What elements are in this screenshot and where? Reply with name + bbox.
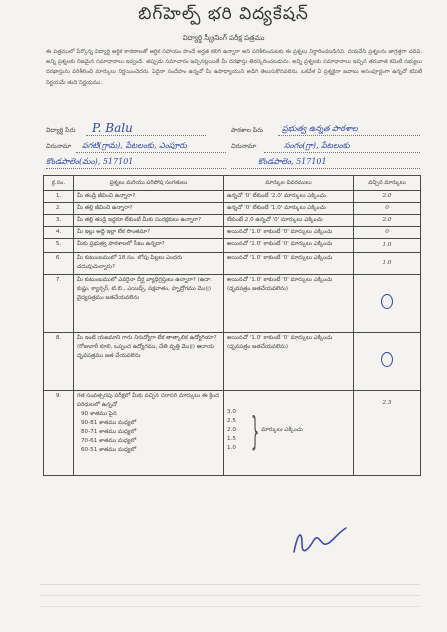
student-address-value-2: కొండపాలెం(మం), 517101 bbox=[46, 157, 134, 166]
band-item: 90 శాతము పైన bbox=[81, 411, 117, 417]
row-marks-rule bbox=[224, 391, 354, 476]
row-score: 0 bbox=[354, 203, 421, 215]
band-item: 70-61 శాతము మధ్యలో bbox=[81, 438, 137, 444]
row-question: మీ తండ్రి జీవించి ఉన్నారా? bbox=[74, 191, 224, 203]
row-question: మీ తల్లి తండ్రి ఇద్దరూ లేకుంటే మీకు సంరక్షకులు ఉన్నారా? bbox=[74, 215, 224, 227]
row-score bbox=[354, 275, 421, 333]
document-subtitle: విద్యార్థి స్క్రీనింగ్ పరీక్ష పత్రము bbox=[182, 34, 265, 42]
row-score: 2.0 bbox=[354, 215, 421, 227]
curly-brace-icon: } bbox=[250, 408, 260, 453]
row-question: మీ తల్లి జీవించి ఉన్నారా? bbox=[74, 203, 224, 215]
student-name-line bbox=[86, 135, 206, 136]
row-marks-rule: అయినచో '1.0' కాకుంటే '0' మార్కులు ఎక్కించు bbox=[224, 239, 354, 253]
band-point: 2.0 bbox=[227, 427, 236, 433]
table-row bbox=[44, 215, 421, 227]
school-name-value: ప్రభుత్వ ఉన్నత పాఠశాల bbox=[282, 124, 358, 133]
row-number: 8. bbox=[44, 333, 74, 391]
row-score: 1.0 bbox=[354, 239, 421, 253]
band-item: 90-81 శాతము మధ్యలో bbox=[81, 420, 137, 426]
row-number: 9. bbox=[44, 391, 74, 476]
table-row bbox=[44, 275, 421, 333]
row-number: 4. bbox=[44, 227, 74, 239]
school-address-line-1 bbox=[264, 152, 420, 153]
row-marks-rule: ఉన్నచో '0' లేకుంటే '1.0' మార్కులు ఎక్కించు bbox=[224, 203, 354, 215]
student-address-line-2 bbox=[46, 168, 226, 169]
header-marks-rule: మార్కుల వివరములు bbox=[224, 176, 354, 191]
row-number: 5. bbox=[44, 239, 74, 253]
row-number: 6. bbox=[44, 253, 74, 275]
table-header-row bbox=[44, 176, 421, 191]
school-address-value-2: కొండపాలెం, 517101 bbox=[258, 157, 327, 166]
school-address-label: చిరునామా bbox=[231, 143, 257, 150]
row-marks-rule: ఉన్నచో '0' లేకుంటే '2.0' మార్కులు ఎక్కించు bbox=[224, 191, 354, 203]
table-row bbox=[44, 203, 421, 215]
student-address-line-1 bbox=[76, 152, 226, 153]
row-score: 0 bbox=[354, 227, 421, 239]
signature-mark bbox=[290, 522, 350, 562]
row-number: 3. bbox=[44, 215, 74, 227]
band-points bbox=[227, 408, 249, 453]
school-name-line bbox=[278, 135, 420, 136]
band-point: 1.5 bbox=[227, 436, 236, 442]
row-question: మీ కుటుంబములో ఎవరైనా దీర్ఘ వ్యాధిగ్రస్తులు ఉన్నారా? (ఉదా: కుష్టు, క్యాన్సర్, టి.బి., ఎయిడ్స్, పక్షవాతం, హృద్రోగము మొ॥) వైద్యపత్రము జతచేయవలెను bbox=[74, 275, 224, 333]
row-marks-rule: అయినచో '1.0' కాకుంటే '0' మార్కులు ఎక్కించు (ధృవపత్రం జతచేయవలెను) bbox=[224, 333, 354, 391]
table-row bbox=[44, 191, 421, 203]
row-question-text: గత సంవత్సరపు పరీక్షలో మీకు వచ్చిన సరాసరి మార్కులు ఈ క్రింద పరిధులలో ఉన్నచో bbox=[77, 393, 220, 408]
row-number: 2. bbox=[44, 203, 74, 215]
school-name-label: పాఠశాల పేరు bbox=[231, 127, 264, 134]
band-item: 80-71 శాతము మధ్యలో bbox=[81, 429, 137, 435]
screening-table bbox=[43, 175, 421, 476]
row-question: మీకు ప్రభుత్వ పాఠశాలలో సీటు ఉన్నదా? bbox=[74, 239, 224, 253]
row-marks-rule-text: మార్కులు ఎక్కించు bbox=[261, 427, 303, 433]
row-marks-rule: అయినచో '1.0' కాకుంటే '0' మార్కులు ఎక్కించు (ధృవపత్రం జతచేయవలెను) bbox=[224, 275, 354, 333]
document-title: బిగ్‌హెల్ప్ భరి విద్యకేషన్ bbox=[138, 4, 309, 24]
header-serial: క్ర.సం. bbox=[44, 176, 74, 191]
row-question: మీ కుటుంబములో 18 సం. లోపు పిల్లలు ఎందరు చదువుచున్నారు? bbox=[74, 253, 224, 275]
student-name-label: విద్యార్థి పేరు bbox=[46, 127, 76, 134]
header-question: ప్రశ్నలు మరియు పరిపోష సంగతులు bbox=[74, 176, 224, 191]
score-circled-zero bbox=[381, 294, 393, 309]
school-address-line-2 bbox=[231, 168, 420, 169]
row-score: 2.0 bbox=[354, 191, 421, 203]
school-address-value-1: సంగం(గ్రా), పేటలంకు bbox=[284, 141, 350, 150]
row-score: 1.0 bbox=[354, 253, 421, 275]
instructions-paragraph: ఈ పత్రములో పేర్కొన్న విద్యార్థి ఆర్థిక కారణాలతో ఆర్థిక సహాయం పొందే అర్హత కలిగి ఉన్నారా అని పరిశీలించుటకు ఈ ప్రశ్నలు నిర్ధారించబడినవి. దయచేసి ప్రశ్నలను జాగ్రత్తగా చదివి, అన్ని ప్రశ్నలకు నిజమైన సమాధానాలు ఇవ్వండి. తప్పుడు సమాచారం ఇచ్చినట్లయితే మీ దరఖాస్తు తిరస్కరించబడును. అన్ని ప్రశ్నలకు సమాధానాలు ఇచ్చిన తరువాత కమిటీ సభ్యులు దరఖాస్తును పరిశీలించి మార్కులు నిర్ణయించెదరు. ఏదైనా సందేహం ఉన్నచో మీ ఉపాధ్యాయుని అడిగి తెలుసుకొనవలెను. ఒకవేళ ఏ ప్రశ్నకైనా జవాబు అసంపూర్ణంగా ఉన్నచో కమిటీ నిర్ణయమే తుది నిర్ణయము. bbox=[46, 49, 422, 86]
row-score bbox=[354, 333, 421, 391]
band-point: 1.0 bbox=[227, 445, 236, 451]
row-number: 1. bbox=[44, 191, 74, 203]
row-score: 2.5 bbox=[354, 391, 421, 476]
percent-bands bbox=[77, 410, 220, 455]
row-number: 7. bbox=[44, 275, 74, 333]
table-row bbox=[44, 333, 421, 391]
header-score: వచ్చిన మార్కులు bbox=[354, 176, 421, 191]
table-row bbox=[44, 253, 421, 275]
score-circled-zero bbox=[381, 352, 393, 367]
row-marks-rule: లేకుంటే 2.0 ఉన్నచో '0' మార్కులు ఎక్కించు bbox=[224, 215, 354, 227]
band-item: 60-51 శాతము మధ్యలో bbox=[81, 447, 137, 453]
student-address-label: చిరునామా bbox=[46, 143, 72, 150]
row-question bbox=[74, 391, 224, 476]
table-row bbox=[44, 239, 421, 253]
student-name-value: P. Balu bbox=[92, 121, 133, 135]
student-address-value-1: పగటి(గ్రామ), పేటలంకు, ఎంపూరు bbox=[82, 141, 187, 150]
row-marks-rule: అయినచో '1.0' కాకుంటే '0' మార్కులు ఎక్కించు bbox=[224, 253, 354, 275]
row-question: మీ ఇంటి యజమాని గారు నిరుద్యోగా లేక తాత్కాలిక ఉద్యోగియా? (రోజువారీ కూలి, ఒప్పంద ఉద్యోగము, చేతి వృత్తి మొ॥) ఆదాయ ధృవపత్రము జత చేయవలెను bbox=[74, 333, 224, 391]
band-point: 2.5 bbox=[227, 418, 236, 424]
table-row bbox=[44, 391, 421, 476]
print-through-lines bbox=[40, 580, 420, 607]
row-question: మీ ఇల్లు అద్దె ఇల్లా లేక సొంతమా? bbox=[74, 227, 224, 239]
band-point: 3.0 bbox=[227, 409, 236, 415]
table-row bbox=[44, 227, 421, 239]
row-marks-rule: అయినచో '1.0' కాకుంటే '0' మార్కులు ఎక్కించు bbox=[224, 227, 354, 239]
